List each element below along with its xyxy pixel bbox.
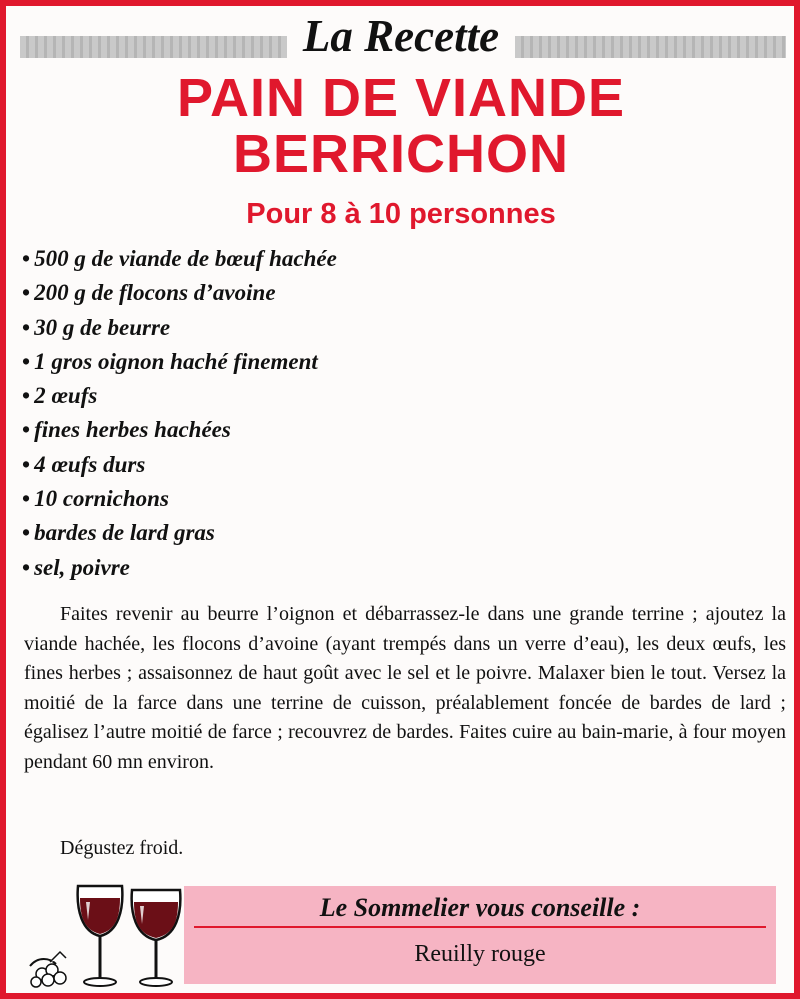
grapes-icon: [30, 952, 66, 987]
sommelier-title: Le Sommelier vous conseille :: [319, 893, 641, 922]
bullet-icon: •: [22, 451, 31, 477]
ingredient-list: [22, 242, 337, 585]
ingredient-item: • 1 gros oignon haché finement: [22, 348, 318, 374]
ingredient-item: • 10 cornichons: [22, 486, 169, 512]
closing-line: Dégustez froid.: [60, 837, 184, 859]
right-wine-glass: [132, 890, 181, 986]
bullet-icon: •: [22, 486, 31, 512]
recipe-title-line1: PAIN DE VIANDE: [176, 68, 626, 128]
ingredient-item: • bardes de lard gras: [22, 520, 215, 546]
bullet-icon: •: [22, 383, 31, 409]
wine-glasses-icon: [20, 876, 190, 991]
recipe-title: [6, 70, 796, 182]
ingredient-item: • 30 g de beurre: [22, 314, 171, 340]
bullet-icon: •: [22, 554, 31, 580]
ingredient-item: • 4 œufs durs: [22, 451, 146, 477]
servings: Pour 8 à 10 personnes: [246, 198, 556, 230]
instructions-paragraph: Faites revenir au beurre l’oignon et débarrassez-le dans une grande terrine ; ajoutez la viande hachée, les flocons d’avoine (ayant trempés dans un verre d’eau), les deux œufs, les fines herbes ; assaisonnez de haut goût avec le sel et le poivre. Malaxer bien le tout. Versez la moitié de la farce dans une terrine de cuisson, préalablement foncée de bardes de lard ; égalisez l’autre moitié de farce ; recouvrez de bardes. Faites cuire au bain-marie, à four moyen pendant 60 mn environ.: [24, 603, 786, 773]
sommelier-box: [184, 886, 776, 984]
sommelier-divider: [194, 926, 766, 928]
ingredient-item: • sel, poivre: [22, 554, 130, 580]
bullet-icon: •: [22, 520, 31, 546]
ingredient-item: • fines herbes hachées: [22, 417, 231, 443]
bullet-icon: •: [22, 348, 31, 374]
ingredient-item: • 200 g de flocons d’avoine: [22, 280, 276, 306]
bullet-icon: •: [22, 314, 31, 340]
bullet-icon: •: [22, 417, 31, 443]
section-title-text: La Recette: [287, 11, 515, 61]
recipe-title-line2: BERRICHON: [232, 124, 569, 184]
ingredient-item: • 500 g de viande de bœuf hachée: [22, 246, 337, 271]
section-title: [6, 8, 796, 64]
ingredient-item: • 2 œufs: [22, 383, 98, 409]
bullet-icon: •: [22, 280, 31, 306]
left-wine-glass: [78, 886, 123, 986]
bullet-icon: •: [22, 246, 31, 271]
sommelier-wine: Reuilly rouge: [414, 941, 546, 967]
